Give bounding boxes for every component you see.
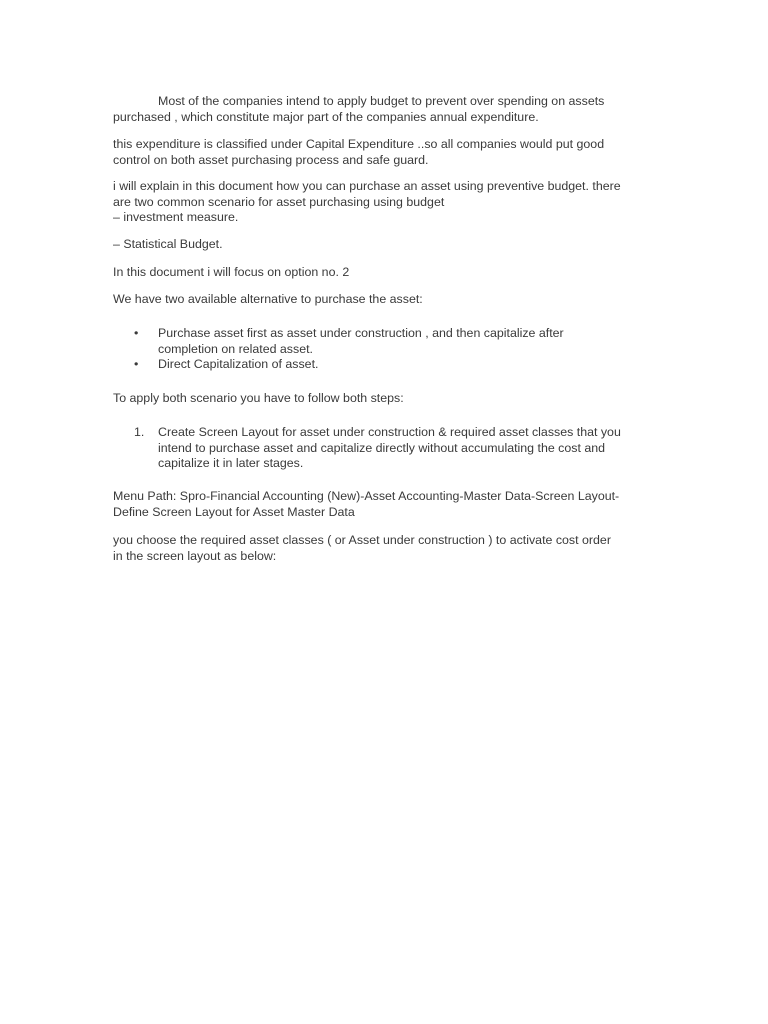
statistical-budget-line: – Statistical Budget. xyxy=(113,237,223,251)
step-text xyxy=(158,425,621,472)
menu-path-line-1: Menu Path: Spro-Financial Accounting (New)-Asset Accounting-Master Data-Screen Layout- xyxy=(113,489,620,503)
step-1-line-1: Create Screen Layout for asset under construction & required asset classes that you xyxy=(158,425,621,439)
closing-paragraph xyxy=(113,533,673,564)
statistical-budget-paragraph xyxy=(113,237,673,253)
bullet-2-line-1: Direct Capitalization of asset. xyxy=(158,357,319,371)
alternatives-line: We have two available alternative to purchase the asset: xyxy=(113,292,423,306)
bullet-text xyxy=(158,326,564,357)
menu-path-line-2: Define Screen Layout for Asset Master Data xyxy=(113,504,355,519)
bullet-1-line-1: Purchase asset first as asset under construction , and then capitalize after xyxy=(158,326,564,340)
bullet-text xyxy=(158,357,318,373)
bullet-1-line-2: completion on related asset. xyxy=(158,341,313,356)
intro-paragraph xyxy=(113,94,673,125)
steps-intro-paragraph xyxy=(113,391,673,407)
intro-line-2: purchased , which constitute major part of the companies annual expenditure. xyxy=(113,109,539,124)
closing-line-1: you choose the required asset classes ( or Asset under construction ) to activate cost order xyxy=(113,533,611,547)
steps-intro-line: To apply both scenario you have to follow both steps: xyxy=(113,391,404,405)
focus-paragraph xyxy=(113,265,673,281)
capex-line-1: this expenditure is classified under Capital Expenditure ..so all companies would put good xyxy=(113,137,605,151)
menu-path-paragraph xyxy=(113,489,673,520)
explain-line-2: are two common scenario for asset purchasing using budget xyxy=(113,194,445,209)
step-1-line-2: intend to purchase asset and capitalize directly without accumulating the cost and xyxy=(158,440,606,455)
explain-line-3: – investment measure. xyxy=(113,210,239,225)
step-1-line-3: capitalize it in later stages. xyxy=(158,456,304,471)
focus-line: In this document i will focus on option no. 2 xyxy=(113,265,350,279)
explain-paragraph xyxy=(113,179,673,226)
intro-line-1: Most of the companies intend to apply budget to prevent over spending on assets xyxy=(158,94,605,108)
explain-line-1: i will explain in this document how you can purchase an asset using preventive budget. there xyxy=(113,179,621,193)
bullet-marker: • xyxy=(134,357,139,371)
bullet-marker: • xyxy=(134,326,139,340)
step-number: 1. xyxy=(134,425,145,439)
capex-paragraph xyxy=(113,137,673,168)
alternatives-paragraph xyxy=(113,292,673,308)
capex-line-2: control on both asset purchasing process and safe guard. xyxy=(113,152,429,167)
closing-line-2: in the screen layout as below: xyxy=(113,548,277,563)
